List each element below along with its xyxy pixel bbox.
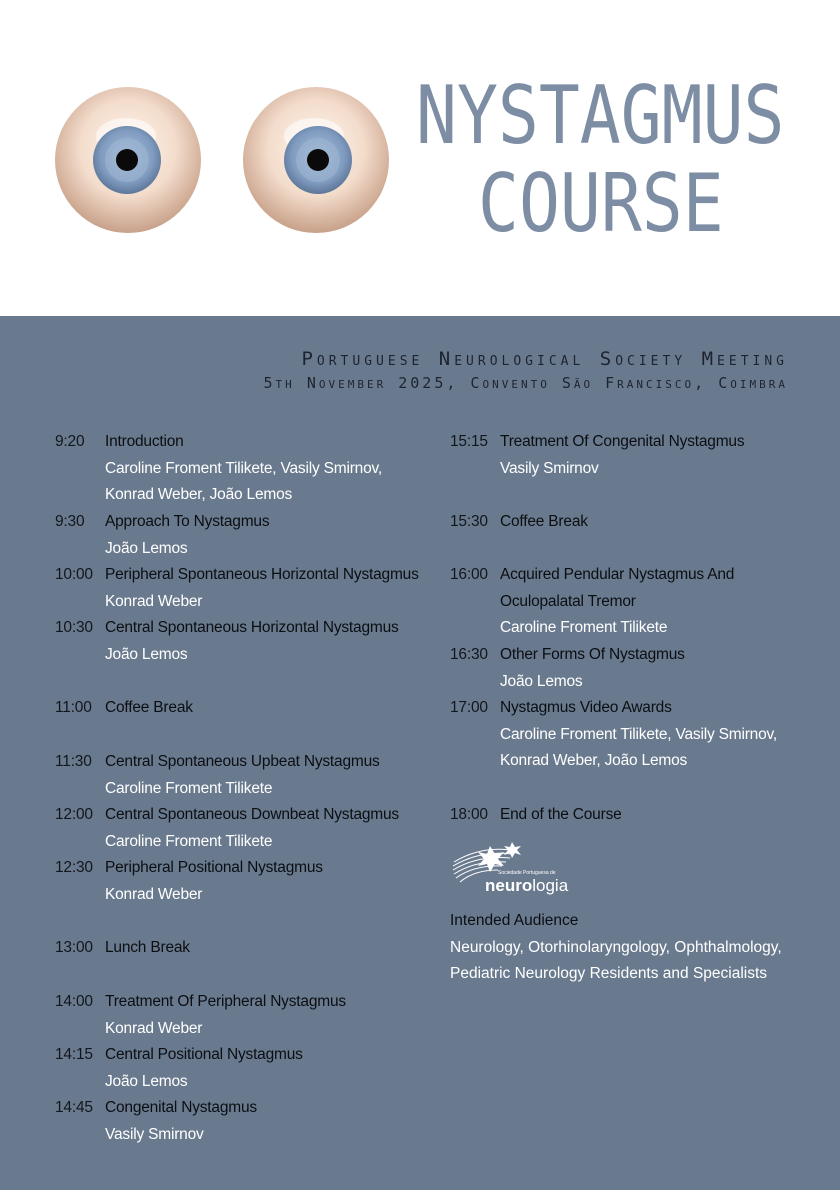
entry-time: 10:30 [55,619,93,636]
entry-speakers: João Lemos [105,645,188,663]
entry-time: 17:00 [450,699,488,716]
logo-wordmark-regular: logia [532,876,569,895]
audience-line: Neurology, Otorhinolaryngology, Ophthalmology, [450,938,782,956]
logo-wordmark-bold: neuro [485,876,533,895]
entry-speakers: Vasily Smirnov [105,1125,204,1143]
entry-speakers: Konrad Weber, João Lemos [105,486,293,504]
entry-time: 13:00 [55,939,93,956]
entry-speakers: Konrad Weber, João Lemos [500,752,688,770]
intended-audience [450,908,782,988]
program-panel [0,316,840,1190]
entry-speakers: Caroline Froment Tilikete [105,832,273,850]
entry-time: 11:30 [55,753,92,770]
entry-title: Central Spontaneous Horizontal Nystagmus [105,619,399,636]
entry-speakers: Konrad Weber [105,885,203,903]
right-eyeball-icon [242,86,390,234]
entry-time: 14:45 [55,1099,93,1116]
entry-time: 16:30 [450,646,488,663]
entry-speakers: Vasily Smirnov [500,459,599,477]
entry-title: Approach To Nystagmus [105,513,270,530]
entry-title: Lunch Break [105,939,190,956]
entry-time: 15:15 [450,433,488,450]
entry-time: 12:30 [55,859,93,876]
course-title-line1: NYSTAGMUS [416,69,785,162]
meeting-name: Portuguese Neurological Society Meeting [301,348,788,370]
entry-speakers: Konrad Weber [105,1019,203,1037]
entry-time: 12:00 [55,806,93,823]
entry-title: Congenital Nystagmus [105,1099,257,1116]
entry-title: End of the Course [500,806,622,823]
entry-title: Introduction [105,433,184,450]
meeting-date-place: 5th November 2025, Convento São Francisco, Coimbra [263,374,788,392]
entry-speakers: Caroline Froment Tilikete [500,619,668,637]
entry-time: 18:00 [450,806,488,823]
audience-line: Pediatric Neurology Residents and Specialists [450,965,768,983]
entry-time: 14:15 [55,1046,93,1063]
entry-speakers: Caroline Froment Tilikete, Vasily Smirnov, [105,459,383,477]
society-logo [450,840,570,900]
entry-speakers: João Lemos [500,672,583,690]
entry-speakers: Caroline Froment Tilikete, Vasily Smirnov, [500,725,778,743]
entry-time: 15:30 [450,513,488,530]
entry-title: Central Spontaneous Upbeat Nystagmus [105,753,380,770]
entry-title: Central Positional Nystagmus [105,1046,303,1063]
entry-title: Coffee Break [105,699,193,716]
logo-society-caption: Sociedade Portuguesa de [498,870,556,876]
entry-speakers: João Lemos [105,1072,188,1090]
entry-title: Nystagmus Video Awards [500,699,672,716]
entry-title: Treatment Of Peripheral Nystagmus [105,993,346,1010]
entry-title: Coffee Break [500,513,588,530]
entry-speakers: Konrad Weber [105,592,203,610]
entry-speakers: Caroline Froment Tilikete [105,779,273,797]
course-title-line2: COURSE [478,157,724,250]
entry-title-cont: Oculopalatal Tremor [500,592,636,610]
entry-title: Peripheral Positional Nystagmus [105,859,323,876]
entry-time: 10:00 [55,566,93,583]
entry-title: Peripheral Spontaneous Horizontal Nystagmus [105,566,419,583]
entry-title: Central Spontaneous Downbeat Nystagmus [105,806,399,823]
entry-title: Acquired Pendular Nystagmus And [500,566,735,583]
poster-header [0,0,840,316]
entry-time: 11:00 [55,699,92,716]
entry-time: 9:30 [55,513,85,530]
entry-time: 14:00 [55,993,93,1010]
logo-wordmark [485,876,568,896]
audience-label: Intended Audience [450,912,579,929]
entry-title: Other Forms Of Nystagmus [500,646,685,663]
entry-time: 9:20 [55,433,85,450]
entry-time: 16:00 [450,566,488,583]
entry-title: Treatment Of Congenital Nystagmus [500,433,745,450]
entry-speakers: João Lemos [105,539,188,557]
left-eyeball-icon [54,86,202,234]
